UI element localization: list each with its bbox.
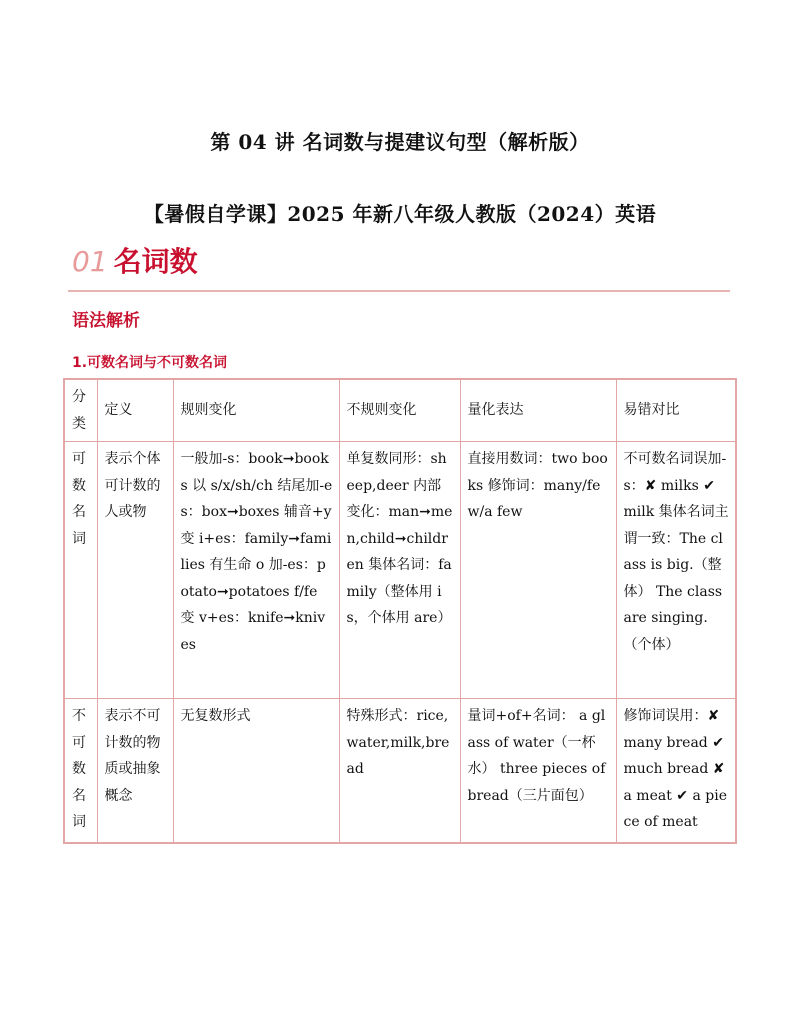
section-number: 01 bbox=[72, 245, 108, 278]
header-quantity bbox=[460, 379, 616, 442]
category-char: 不 bbox=[72, 708, 86, 724]
header-definition-label: 定义 bbox=[104, 402, 133, 419]
row-regular: 一般加-s：book➞books 以 s/x/sh/ch 结尾加-es：box➞boxes 辅音+y 变 i+es：family➞families 有生命 o 加-es：potato➞potatoes f/fe 变 v+es：knife➞knives bbox=[173, 442, 339, 699]
header-definition bbox=[97, 379, 173, 442]
section-divider bbox=[68, 290, 730, 292]
category-char: 可 bbox=[72, 451, 86, 467]
subsection-title: 1.可数名词与不可数名词 bbox=[72, 355, 228, 371]
row-confusion: 修饰词误用：✘ many bread ✔ much bread ✘ a meat ✔ a piece of meat bbox=[616, 699, 736, 843]
row-definition: 表示个体可计数的人或物 bbox=[97, 442, 173, 699]
row-category bbox=[64, 442, 97, 699]
row-irregular: 单复数同形：sheep,deer 内部变化：man➞men,child➞children 集体名词：family（整体用 is，个体用 are） bbox=[339, 442, 460, 699]
row-regular: 无复数形式 bbox=[173, 699, 339, 843]
header-regular-label: 规则变化 bbox=[180, 402, 237, 419]
header-irregular-label: 不规则变化 bbox=[346, 402, 417, 419]
row-definition: 表示不可计数的物质或抽象概念 bbox=[97, 699, 173, 843]
table-row bbox=[64, 442, 736, 699]
noun-table bbox=[63, 378, 737, 844]
document-title: 第 04 讲 名词数与提建议句型（解析版） bbox=[210, 130, 590, 154]
category-char: 可 bbox=[72, 734, 86, 751]
header-irregular bbox=[339, 379, 460, 442]
row-category bbox=[64, 699, 97, 843]
header-quantity-label: 量化表达 bbox=[467, 402, 524, 419]
header-regular bbox=[173, 379, 339, 442]
category-char: 数 bbox=[72, 477, 86, 494]
row-irregular: 特殊形式：rice,water,milk,bread bbox=[339, 699, 460, 843]
category-char: 词 bbox=[72, 530, 86, 547]
row-quantity: 量词+of+名词： a glass of water（一杯水） three pieces of bread（三片面包） bbox=[460, 699, 616, 843]
category-char: 词 bbox=[72, 814, 86, 830]
table-header-row bbox=[64, 379, 736, 442]
section-name: 名词数 bbox=[113, 245, 198, 278]
header-confusion bbox=[616, 379, 736, 442]
row-confusion: 不可数名词误加-s：✘ milks ✔ milk 集体名词主谓一致：The class is big.（整体） The class are singing.（个体） bbox=[616, 442, 736, 699]
header-category-label: 分 类 bbox=[72, 389, 86, 432]
header-confusion-label: 易错对比 bbox=[623, 402, 680, 419]
subheading: 语法解析 bbox=[72, 311, 140, 331]
header-category bbox=[64, 379, 97, 442]
category-char: 数 bbox=[72, 761, 86, 777]
section-heading bbox=[72, 240, 198, 280]
document-subtitle: 【暑假自学课】2025 年新八年级人教版（2024）英语 bbox=[143, 202, 657, 226]
row-quantity: 直接用数词：two books 修饰词：many/few/a few bbox=[460, 442, 616, 699]
table-row bbox=[64, 699, 736, 843]
category-char: 名 bbox=[72, 787, 86, 804]
category-char: 名 bbox=[72, 504, 86, 520]
